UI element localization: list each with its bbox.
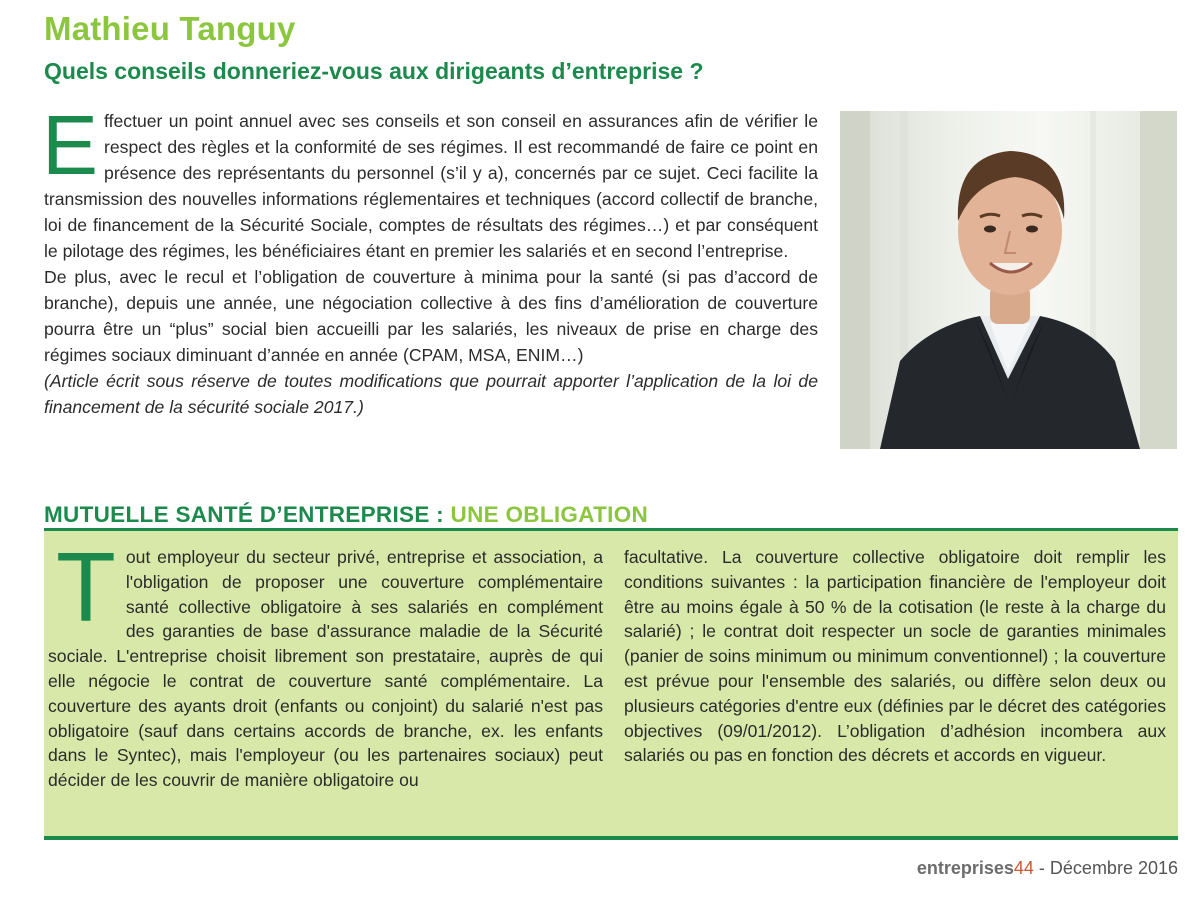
section-title-part1: MUTUELLE SANTÉ D’ENTREPRISE : (44, 502, 451, 527)
article-body (42, 98, 818, 420)
portrait-image (840, 111, 1177, 449)
footer-date: - Décembre 2016 (1033, 858, 1178, 878)
article-paragraph-1: ffectuer un point annuel avec ses conseils et son conseil en assurances afin de vérifier le respect des règles et la conformité de ses régimes. Il est recommandé de faire ce point en présence des représentants du personnel (s’il y a), concernés par ce sujet. Ceci facilite la transmission des nouvelles informations réglementaires et techniques (accord collectif de branche, loi de financement de la Sécurité Sociale, comptes de résultats des régimes…) et par conséquent le pilotage des régimes, les bénéficiaires étant en premier les salariés et en second l’entreprise. (44, 111, 818, 261)
dropcap-letter: E (42, 98, 99, 192)
section-column-1-text: out employeur du secteur privé, entreprise et association, a l'obligation de proposer une couverture complémentaire santé collective obligatoire à ses salariés en complément des garanties de base d'assurance maladie de la Sécurité sociale. L'entreprise choisit librement son prestataire, auprès de qui elle négocie le contrat de couverture santé complémentaire. La couverture des ayants droit (enfants ou conjoint) du salarié n'est pas obligatoire (sauf dans certains accords de branche, ex. les enfants dans le Syntec), mais l'employeur (ou les partenaires sociaux) peut décider de les couvrir de manière obligatoire ou (48, 547, 603, 791)
person-name: Mathieu Tanguy (44, 10, 296, 47)
section-box (44, 531, 1178, 840)
section-title-part2: UNE OBLIGATION (450, 502, 649, 527)
article-note: (Article écrit sous réserve de toutes modifications que pourrait apporter l’application de la loi de financement de la sécurité sociale 2017.) (44, 371, 818, 417)
dropcap-letter-t: T (56, 532, 116, 642)
footer-brand: entreprises (916, 858, 1014, 878)
footer-brand-number: 44 (1013, 858, 1034, 878)
section-column-2: facultative. La couverture collective obligatoire doit remplir les conditions suivantes : la participation financière de l'employeur doit être au moins égale à 50 % de la cotisation (le reste à la charge du salarié) ; le contrat doit respecter un socle de garanties minimales (panier de soins minimum ou minimum conventionnel) ; la couverture est prévue pour l'ensemble des salariés, ou diffère selon deux ou plusieurs catégories d'entre eux (définies par le décret des catégories objectives (09/01/2012). L’obligation d’adhésion incombera aux salariés ou pas en fonction des décrets et accords en vigueur. (624, 547, 1166, 766)
article-paragraph-2: De plus, avec le recul et l’obligation de couverture à minima pour la santé (si pas d’accord de branche), depuis une année, une négociation collective à des fins d’amélioration de couverture pourra être un “plus” social bien accueilli par les salariés, les niveaux de prise en charge des régimes sociaux diminuant d’année en année (CPAM, MSA, ENIM…) (44, 267, 818, 365)
portrait-photo (840, 111, 1177, 449)
section-column-1 (48, 532, 603, 793)
page-footer (917, 858, 1178, 879)
interview-question: Quels conseils donneriez-vous aux dirigeants d’entreprise ? (44, 58, 704, 84)
section-title (44, 502, 648, 528)
